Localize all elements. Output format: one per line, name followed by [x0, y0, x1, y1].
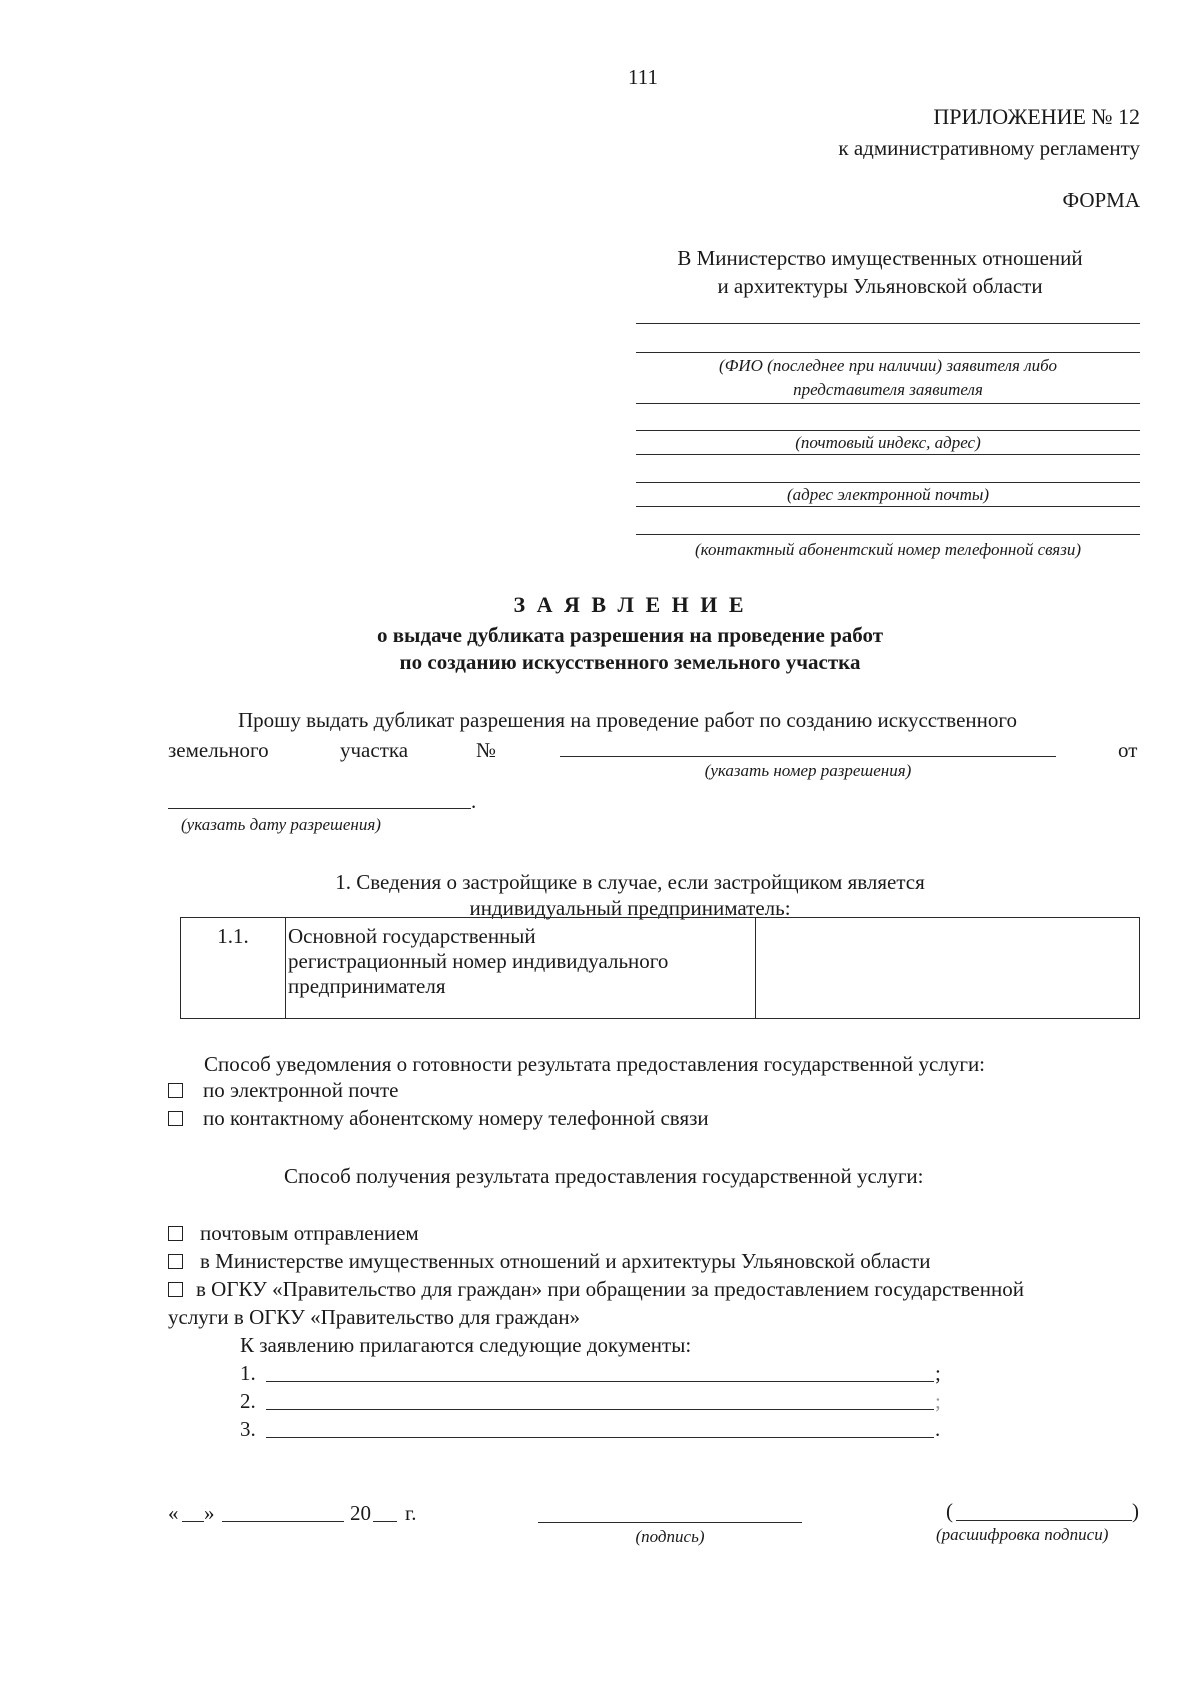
attachment-num-2: 2.: [240, 1389, 256, 1413]
decode-hint: (расшифровка подписи): [936, 1525, 1109, 1544]
attachment-num-1: 1.: [240, 1361, 256, 1385]
receipt-option-ogku: в ОГКУ «Правительство для граждан» при обращении за предоставлением государственной: [196, 1277, 1024, 1301]
decode-paren-open: (: [946, 1499, 953, 1523]
addressee-line2: и архитектуры Ульяновской области: [717, 274, 1043, 298]
signature-hint: (подпись): [635, 1527, 705, 1546]
ogrnip-value-cell[interactable]: [756, 918, 1140, 1019]
applicant-name-line-2[interactable]: [636, 352, 1140, 353]
permit-date-field[interactable]: [168, 808, 471, 809]
date-year-prefix: 20: [350, 1501, 371, 1525]
fio-hint-line2: представителя заявителя: [793, 380, 983, 399]
ogku-checkbox[interactable]: [168, 1282, 183, 1297]
notification-option-phone: по контактному абонентскому номеру телефонной связи: [203, 1106, 709, 1130]
row-label-line1: Основной государственный: [288, 924, 536, 948]
email-line[interactable]: [636, 482, 1140, 483]
attachment-end-2: ;: [935, 1389, 941, 1413]
request-word-number: №: [476, 738, 497, 762]
receipt-option-ogku-cont: услуги в ОГКУ «Правительство для граждан»: [168, 1305, 581, 1329]
date-month-field[interactable]: [222, 1521, 344, 1522]
page-number: 111: [628, 65, 658, 89]
signature-field[interactable]: [538, 1522, 802, 1523]
document-title: З А Я В Л Е Н И Е: [513, 592, 747, 617]
request-line1: Прошу выдать дубликат разрешения на проведение работ по созданию искусственного: [238, 708, 1017, 732]
signature-decode-field[interactable]: [956, 1520, 1132, 1521]
date-day-field[interactable]: [182, 1521, 204, 1522]
notification-title: Способ уведомления о готовности результата предоставления государственной услуги:: [204, 1052, 986, 1076]
section1-title-line2: индивидуальный предприниматель:: [469, 896, 791, 920]
address-line-2[interactable]: [636, 454, 1140, 455]
form-label: ФОРМА: [1062, 188, 1140, 212]
attachment-field-1[interactable]: [266, 1381, 934, 1382]
section1-title-line1: 1. Сведения о застройщике в случае, если застройщиком является: [335, 870, 925, 894]
row-number: 1.1.: [181, 918, 286, 1019]
addressee-line1: В Министерство имущественных отношений: [677, 246, 1083, 270]
receipt-title: Способ получения результата предоставления государственной услуги:: [284, 1164, 924, 1188]
row-label-line2: регистрационный номер индивидуального: [288, 949, 669, 973]
request-word-from: от: [1118, 738, 1138, 762]
address-line[interactable]: [636, 430, 1140, 431]
date-year-suffix: г.: [405, 1501, 417, 1525]
attachment-end-3: .: [935, 1417, 941, 1441]
attachment-num-3: 3.: [240, 1417, 256, 1441]
permit-number-field[interactable]: [560, 756, 1056, 757]
attachment-field-3[interactable]: [266, 1437, 934, 1438]
phone-line[interactable]: [636, 534, 1140, 535]
row-label-line3: предпринимателя: [288, 974, 446, 998]
attachment-end-1: ;: [935, 1361, 941, 1385]
mail-checkbox[interactable]: [168, 1226, 183, 1241]
date-year-field[interactable]: [373, 1521, 397, 1522]
ministry-checkbox[interactable]: [168, 1254, 183, 1269]
fio-hint-line1: (ФИО (последнее при наличии) заявителя либо: [719, 356, 1057, 375]
table-row: [181, 918, 1140, 1019]
applicant-extra-line[interactable]: [636, 403, 1140, 404]
document-subtitle-line1: о выдаче дубликата разрешения на проведение работ: [376, 623, 884, 647]
request-word-land: земельного: [168, 738, 269, 762]
attachment-field-2[interactable]: [266, 1409, 934, 1410]
address-hint: (почтовый индекс, адрес): [795, 433, 981, 452]
document-subtitle-line2: по созданию искусственного земельного участка: [399, 650, 861, 674]
appendix-title: ПРИЛОЖЕНИЕ № 12: [933, 104, 1140, 129]
registration-table: [180, 917, 1140, 1019]
permit-date-hint: (указать дату разрешения): [181, 815, 381, 834]
receipt-option-mail: почтовым отправлением: [200, 1221, 419, 1245]
email-checkbox[interactable]: [168, 1083, 183, 1098]
notification-option-email: по электронной почте: [203, 1078, 399, 1102]
date-quote-open: «: [168, 1501, 179, 1525]
date-quote-close: »: [204, 1501, 215, 1525]
applicant-name-line-1[interactable]: [636, 323, 1140, 324]
request-word-plot: участка: [340, 738, 409, 762]
receipt-option-ministry: в Министерстве имущественных отношений и архитектуры Ульяновской области: [200, 1249, 931, 1273]
phone-checkbox[interactable]: [168, 1111, 183, 1126]
permit-date-dot: .: [471, 789, 477, 813]
decode-paren-close: ): [1132, 1499, 1139, 1523]
email-hint: (адрес электронной почты): [786, 485, 990, 504]
row-label: [286, 918, 756, 1019]
attachments-title: К заявлению прилагаются следующие документы:: [240, 1333, 692, 1357]
phone-hint: (контактный абонентский номер телефонной связи): [695, 540, 1081, 559]
appendix-subtitle: к административному регламенту: [838, 136, 1140, 160]
permit-number-hint: (указать номер разрешения): [704, 761, 912, 780]
email-line-2[interactable]: [636, 506, 1140, 507]
